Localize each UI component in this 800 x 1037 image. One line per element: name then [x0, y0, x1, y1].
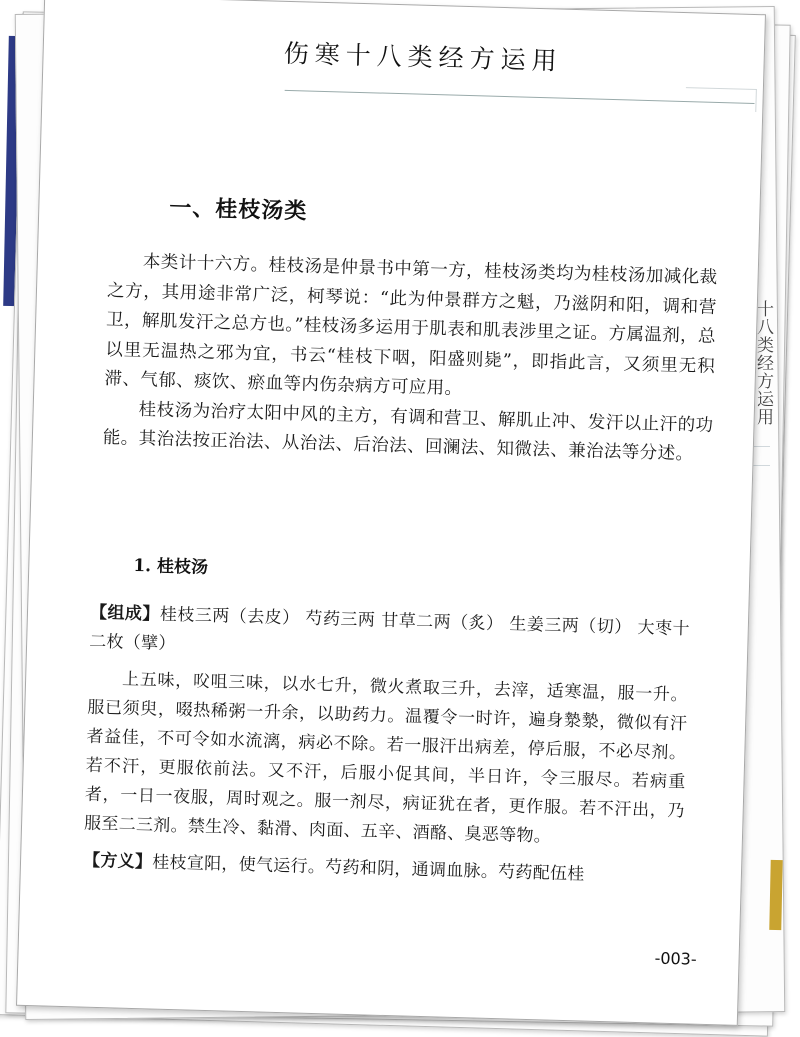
composition-tag: 【组成】 — [89, 602, 161, 625]
page-number: -003- — [654, 948, 697, 969]
book-page — [16, 0, 766, 1026]
explanation-tag: 【方义】 — [82, 850, 153, 873]
formula-block — [83, 599, 691, 893]
composition-text: 桂枝三两（去皮） 芍药三两 甘草二两（炙） 生姜三两（切） 大枣十二枚（擘） — [88, 604, 691, 655]
rule-ornament — [685, 87, 757, 112]
intro-paragraph-2: 桂枝汤为治疗太阳中风的主方，有调和营卫、解肌止冲、发汗以止汗的功能。其治法按正治法、从治法、后治法、回澜法、知微法、兼治法等分述。 — [102, 399, 714, 465]
explanation-text: 桂枝宣阳，使气运行。芍药和阴，通调血脉。芍药配伍桂 — [151, 852, 585, 885]
directions-text: 上五味，㕮咀三味，以水七升，微火煮取三升，去滓，适寒温，服一升。服已须臾，啜热稀粥一升余，以助药力。温覆令一时许，遍身漐漐，微似有汗者益佳，不可令如水流漓，病必不除。若一服汗出病差，停后服，不必尽剂。若不汗，更服依前法。又不汗，后服小促其间，半日许，令三服尽。若病重者，一日一夜服，周时观之。服一剂尽，病证犹在者，更作服。若不汗出，乃服至二三剂。禁生冷、黏滑、肉面、五辛、酒酪、臭恶等物。 — [83, 669, 689, 847]
underlying-page-vertical-title: 十八类经方运用 — [753, 300, 773, 426]
running-title: 伤寒十八类经方运用 — [283, 38, 564, 76]
intro-text — [102, 247, 718, 470]
stacked-page-edge-gold — [769, 860, 782, 930]
formula-heading: 1. 桂枝汤 — [133, 555, 209, 578]
composition-line — [89, 599, 690, 674]
explanation-line — [83, 847, 684, 893]
intro-paragraph-1: 本类计十六方。桂枝汤是仲景书中第一方，桂枝汤类均为桂枝汤加减化裁之方，其用途非常广泛，柯琴说：“此为仲景群方之魁，乃滋阴和阳，调和营卫，解肌发汗之总方也。”桂枝汤多运用于肌表和肌表涉里之证。方属温剂，总以里无温热之邪为宜，书云“桂枝下咽，阳盛则毙”，即指此言，又须里无积滞、气郁、痰饮、瘀血等内伤杂病方可应用。 — [104, 251, 718, 399]
title-rule — [285, 90, 755, 104]
section-heading: 一、桂枝汤类 — [168, 194, 308, 225]
